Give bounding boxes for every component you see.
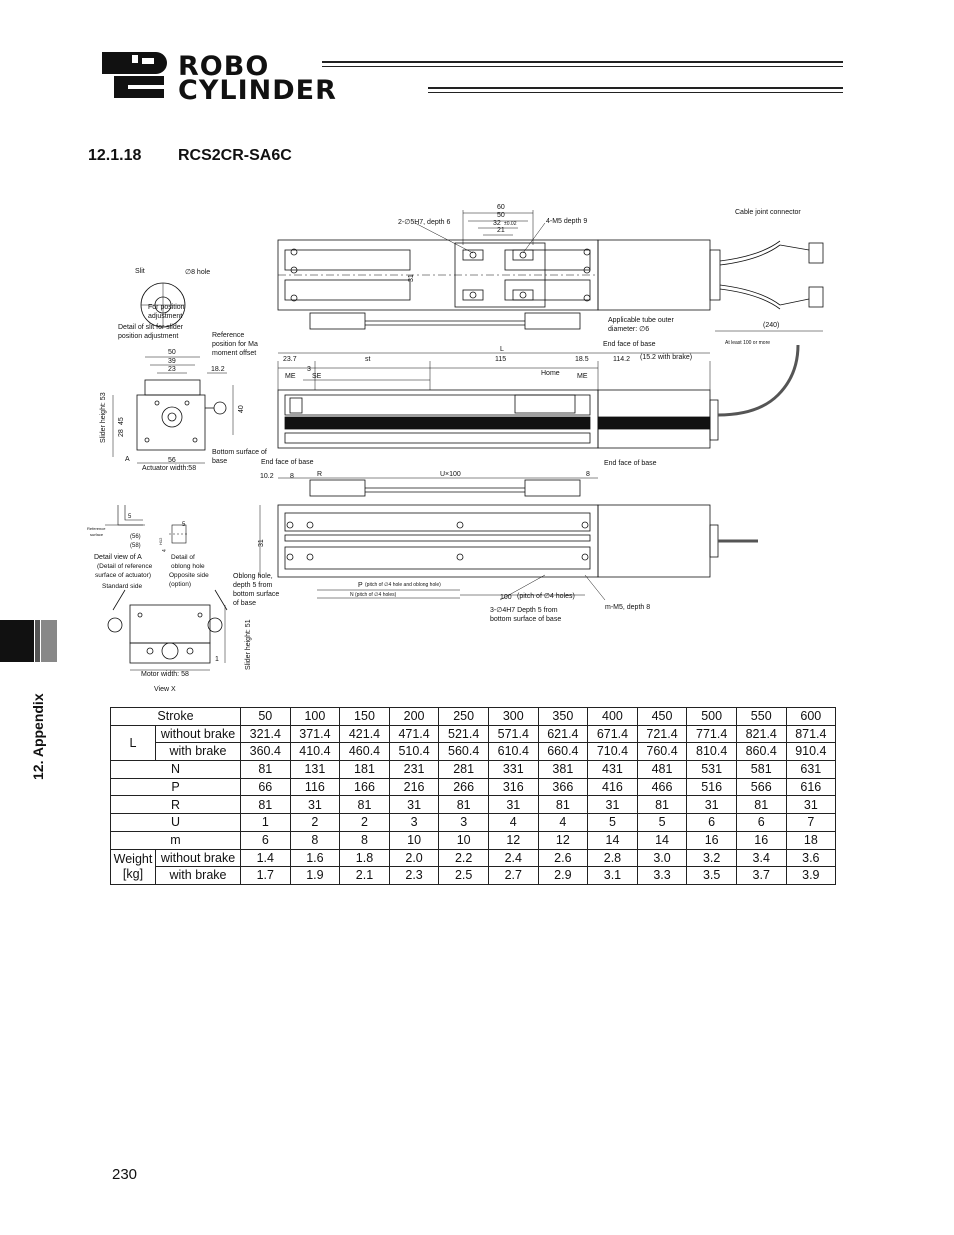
weight-without-value: 1.4 [241, 849, 291, 867]
label-at-least: At least 100 or more [725, 340, 771, 346]
row-label-L: L [111, 725, 156, 760]
row-value: 181 [340, 761, 390, 779]
logo-cylinder: CYLINDER [178, 75, 337, 106]
dim-32: 32 [493, 220, 501, 227]
dim-8-left: 8 [290, 473, 294, 480]
weight-without-value: 2.0 [389, 849, 439, 867]
dim-21: 21 [497, 227, 505, 234]
dim-23: 23 [168, 366, 176, 373]
weight-with-value: 2.3 [389, 867, 439, 885]
section-number: 12.1.18 [88, 147, 142, 164]
L-with-value: 460.4 [340, 743, 390, 761]
end-view [137, 380, 226, 450]
label-hole-8: ∅8 hole [185, 269, 211, 276]
L-without-value: 821.4 [736, 725, 786, 743]
dim-10-2: 10.2 [260, 473, 274, 480]
row-value: 166 [340, 778, 390, 796]
label-slider-height-53: Slider height: 53 [100, 392, 107, 443]
dim-115: 115 [495, 356, 507, 363]
label-with-brake-dim: (15.2 with brake) [640, 354, 693, 361]
stroke-value: 550 [736, 708, 786, 726]
stroke-value: 50 [241, 708, 291, 726]
row-value: 131 [290, 761, 340, 779]
row-value: 5 [637, 814, 687, 832]
stroke-value: 150 [340, 708, 390, 726]
row-value: 16 [736, 831, 786, 849]
weight-without-value: 3.4 [736, 849, 786, 867]
row-value: 566 [736, 778, 786, 796]
table-row [111, 761, 836, 779]
L-without-value: 771.4 [687, 725, 737, 743]
label-R: R [317, 471, 323, 478]
label-oblong-hole-4: of base [233, 600, 256, 607]
label-ref-surface-2: surface [90, 532, 104, 537]
weight-label-line2: [kg] [122, 867, 144, 882]
row-label-R: R [111, 796, 241, 814]
L-with-value: 360.4 [241, 743, 291, 761]
dim-18-2: 18.2 [211, 366, 225, 373]
row-value: 216 [389, 778, 439, 796]
row-value: 366 [538, 778, 588, 796]
L-with-value: 610.4 [488, 743, 538, 761]
label-h7-1: 3-∅4H7 Depth 5 from [490, 607, 558, 614]
spec-table [110, 707, 836, 885]
side-tab-label: 12. Appendix [30, 693, 46, 780]
row-value: 81 [736, 796, 786, 814]
row-label-U: U [111, 814, 241, 832]
dim-28: 28 [118, 429, 125, 437]
weight-without-value: 2.4 [488, 849, 538, 867]
label-cable-joint: Cable joint connector [735, 209, 801, 216]
label-oblong-3: Opposite side [169, 572, 209, 579]
row-value: 316 [488, 778, 538, 796]
L-without-value: 721.4 [637, 725, 687, 743]
L-with-value: 810.4 [687, 743, 737, 761]
label-motor-width: Motor width: 58 [141, 671, 189, 678]
dim-39: 39 [168, 358, 176, 365]
header-rule-lower [428, 87, 843, 89]
section-model: RCS2CR-SA6C [178, 147, 292, 164]
row-value: 331 [488, 761, 538, 779]
weight-with-value: 2.1 [340, 867, 390, 885]
label-end-face-2: End face of base [261, 459, 314, 466]
row-label-P: P [111, 778, 241, 796]
L-with-value: 660.4 [538, 743, 588, 761]
row-value: 416 [588, 778, 638, 796]
row-value: 5 [588, 814, 638, 832]
row-value: 231 [389, 761, 439, 779]
label-home: Home [541, 370, 560, 377]
dim-50: 50 [497, 212, 505, 219]
row-value: 18 [786, 831, 836, 849]
label-oblong-4: (option) [169, 581, 192, 588]
logo-robo: ROBO [178, 51, 270, 82]
table-row [111, 831, 836, 849]
label-hole-2: 2-∅5H7, depth 6 [398, 219, 451, 226]
dim-5-a: 5 [128, 514, 132, 520]
L-without-value: 471.4 [389, 725, 439, 743]
label-h7-2: bottom surface of base [490, 616, 562, 623]
weight-with-value: 3.7 [736, 867, 786, 885]
row-value: 31 [488, 796, 538, 814]
label-tube-1: Applicable tube outer [608, 317, 674, 324]
dim-40: 40 [238, 405, 245, 413]
L-without-value: 671.4 [588, 725, 638, 743]
label-oblong-hole-1: Oblong hole, [233, 573, 273, 580]
section-title [88, 147, 292, 165]
label-pitch-p: (pitch of ∅4 hole and oblong hole) [365, 582, 441, 588]
label-for-position: For position [148, 304, 185, 311]
row-value: 66 [241, 778, 291, 796]
L-with-value: 910.4 [786, 743, 836, 761]
weight-with-value: 3.9 [786, 867, 836, 885]
L-with-value: 410.4 [290, 743, 340, 761]
row-value: 14 [588, 831, 638, 849]
label-m5-depth9: 4-M5 depth 9 [546, 218, 588, 225]
dimension-drawing [85, 195, 845, 700]
label-st: st [365, 356, 371, 363]
L-with-value: 760.4 [637, 743, 687, 761]
dim-h12: H12 [158, 537, 163, 545]
row-value: 4 [488, 814, 538, 832]
label-detail-slit-1: Detail of slit for slider [118, 324, 183, 331]
label-oblong-hole-2: depth 5 from [233, 582, 273, 589]
row-value: 81 [439, 796, 489, 814]
label-detail-a-3: surface of actuator) [95, 572, 151, 579]
label-oblong-1: Detail of [171, 554, 195, 561]
stroke-value: 100 [290, 708, 340, 726]
dim-1: 1 [215, 656, 219, 663]
stroke-value: 400 [588, 708, 638, 726]
row-value: 12 [488, 831, 538, 849]
dim-23-7: 23.7 [283, 356, 297, 363]
weight-with-value: 2.9 [538, 867, 588, 885]
weight-without-value: 2.2 [439, 849, 489, 867]
L-without-value: 621.4 [538, 725, 588, 743]
table-row [111, 708, 836, 726]
label-adjustment: adjustment [148, 313, 183, 320]
row-value: 31 [786, 796, 836, 814]
label-ME-right: ME [577, 373, 588, 380]
row-value: 31 [687, 796, 737, 814]
label-p-mark: P [358, 582, 363, 589]
row-label-weight [111, 849, 156, 884]
L-with-value: 860.4 [736, 743, 786, 761]
row-value: 581 [736, 761, 786, 779]
row-value: 31 [290, 796, 340, 814]
stroke-value: 500 [687, 708, 737, 726]
weight-with-value: 2.7 [488, 867, 538, 885]
stroke-value: 600 [786, 708, 836, 726]
dim-18-5: 18.5 [575, 356, 589, 363]
row-value: 6 [736, 814, 786, 832]
detail-a [105, 505, 189, 543]
weight-without-value: 1.6 [290, 849, 340, 867]
dim-58p: (58) [130, 543, 141, 549]
label-u100: U×100 [440, 471, 461, 478]
weight-without-value: 2.6 [538, 849, 588, 867]
label-ref-surface-1: Reference [87, 526, 106, 531]
label-standard-side: Standard side [102, 583, 143, 590]
header-rule [322, 61, 843, 63]
L-with-value: 560.4 [439, 743, 489, 761]
row-value: 31 [389, 796, 439, 814]
row-value: 631 [786, 761, 836, 779]
label-oblong-2: oblong hole [171, 563, 205, 570]
table-row [111, 725, 836, 743]
row-value: 8 [290, 831, 340, 849]
weight-with-value: 1.7 [241, 867, 291, 885]
label-detail-a-1: Detail view of A [94, 554, 142, 561]
stroke-value: 350 [538, 708, 588, 726]
dim-tol: ±0.02 [504, 221, 517, 227]
row-label-m: m [111, 831, 241, 849]
weight-without-value: 3.0 [637, 849, 687, 867]
dim-end-50: 50 [168, 349, 176, 356]
label-ref-pos-2: position for Ma [212, 341, 258, 348]
row-value: 3 [389, 814, 439, 832]
L-without-value: 321.4 [241, 725, 291, 743]
label-detail-slit-2: position adjustment [118, 333, 179, 340]
label-SE: SE [312, 373, 322, 380]
label-bottom-surface-1: Bottom surface of [212, 449, 267, 456]
dim-31: 31 [408, 274, 415, 282]
dim-56p: (56) [130, 534, 141, 540]
label-detail-a-2: (Detail of reference [97, 563, 153, 570]
row-value: 16 [687, 831, 737, 849]
row-value: 7 [786, 814, 836, 832]
side-tab [0, 620, 57, 662]
label-pitch-100: (pitch of ∅4 holes) [517, 593, 575, 600]
label-view-x: View X [154, 686, 176, 693]
label-m-m5: m-M5, depth 8 [605, 604, 651, 611]
weight-with-value: 3.3 [637, 867, 687, 885]
header-rule-thin [322, 66, 843, 67]
header-stroke: Stroke [111, 708, 241, 726]
weight-label-line1: Weight [113, 851, 153, 866]
rc-logo-mark [102, 52, 178, 98]
row-label-weight-without-brake: without brake [156, 849, 241, 867]
label-L: L [500, 346, 504, 353]
table-row [111, 814, 836, 832]
weight-without-value: 3.2 [687, 849, 737, 867]
dim-31-bottom: 31 [258, 539, 265, 547]
L-without-value: 571.4 [488, 725, 538, 743]
label-A: A [125, 456, 130, 463]
table-row [111, 778, 836, 796]
row-value: 81 [538, 796, 588, 814]
row-value: 381 [538, 761, 588, 779]
row-value: 516 [687, 778, 737, 796]
row-label-without-brake: without brake [156, 725, 241, 743]
label-ME: ME [285, 373, 296, 380]
table-row [111, 796, 836, 814]
label-ref-pos-1: Reference [212, 332, 245, 339]
row-value: 3 [439, 814, 489, 832]
weight-with-value: 2.5 [439, 867, 489, 885]
row-value: 431 [588, 761, 638, 779]
label-end-face-3: End face of base [604, 460, 657, 467]
table-row [111, 867, 836, 885]
view-x [108, 590, 227, 663]
L-with-value: 710.4 [588, 743, 638, 761]
row-value: 81 [241, 796, 291, 814]
row-value: 531 [687, 761, 737, 779]
row-value: 1 [241, 814, 291, 832]
weight-with-value: 1.9 [290, 867, 340, 885]
dim-240: (240) [763, 322, 780, 329]
row-value: 12 [538, 831, 588, 849]
dim-114-2: 114.2 [613, 356, 630, 363]
bottom-view [278, 480, 758, 577]
weight-with-value: 3.1 [588, 867, 638, 885]
label-tube-2: diameter: ∅6 [608, 326, 650, 333]
label-bottom-surface-2: base [212, 458, 228, 465]
row-label-weight-with-brake: with brake [156, 867, 241, 885]
row-value: 31 [588, 796, 638, 814]
row-label-with-brake: with brake [156, 743, 241, 761]
row-value: 2 [290, 814, 340, 832]
row-value: 616 [786, 778, 836, 796]
label-end-face-1: End face of base [603, 341, 656, 348]
dim-8-right: 8 [586, 471, 590, 478]
row-value: 466 [637, 778, 687, 796]
row-value: 281 [439, 761, 489, 779]
row-value: 6 [241, 831, 291, 849]
dim-100: 100 [500, 594, 512, 601]
dim-60: 60 [497, 204, 505, 211]
side-view [278, 345, 798, 448]
label-oblong-hole-3: bottom surface [233, 591, 280, 598]
dim-45: 45 [118, 417, 125, 425]
row-value: 81 [637, 796, 687, 814]
table-row [111, 849, 836, 867]
row-label-N: N [111, 761, 241, 779]
stroke-value: 200 [389, 708, 439, 726]
page-number: 230 [112, 1166, 138, 1183]
dim-4: 4 [162, 549, 168, 552]
row-value: 10 [439, 831, 489, 849]
label-slit: Slit [135, 268, 145, 275]
L-without-value: 421.4 [340, 725, 390, 743]
table-row [111, 743, 836, 761]
row-value: 81 [340, 796, 390, 814]
stroke-value: 450 [637, 708, 687, 726]
top-view [278, 240, 823, 331]
label-pitch-n: N (pitch of ∅4 holes) [350, 592, 397, 598]
L-without-value: 871.4 [786, 725, 836, 743]
weight-without-value: 1.8 [340, 849, 390, 867]
row-value: 10 [389, 831, 439, 849]
row-value: 8 [340, 831, 390, 849]
label-slider-height-51: Slider height: 51 [245, 619, 252, 670]
dim-3: 3 [307, 366, 311, 373]
row-value: 481 [637, 761, 687, 779]
label-actuator-width: Actuator width:58 [142, 465, 197, 472]
weight-without-value: 2.8 [588, 849, 638, 867]
row-value: 116 [290, 778, 340, 796]
stroke-value: 250 [439, 708, 489, 726]
row-value: 81 [241, 761, 291, 779]
dim-5-b: 5 [182, 522, 186, 528]
label-ref-pos-3: moment offset [212, 350, 257, 357]
row-value: 2 [340, 814, 390, 832]
dim-56: 56 [168, 457, 176, 464]
L-without-value: 371.4 [290, 725, 340, 743]
row-value: 14 [637, 831, 687, 849]
row-value: 266 [439, 778, 489, 796]
weight-with-value: 3.5 [687, 867, 737, 885]
L-without-value: 521.4 [439, 725, 489, 743]
stroke-value: 300 [488, 708, 538, 726]
weight-without-value: 3.6 [786, 849, 836, 867]
row-value: 4 [538, 814, 588, 832]
row-value: 6 [687, 814, 737, 832]
header-rule-lower-thin [428, 92, 843, 93]
L-with-value: 510.4 [389, 743, 439, 761]
